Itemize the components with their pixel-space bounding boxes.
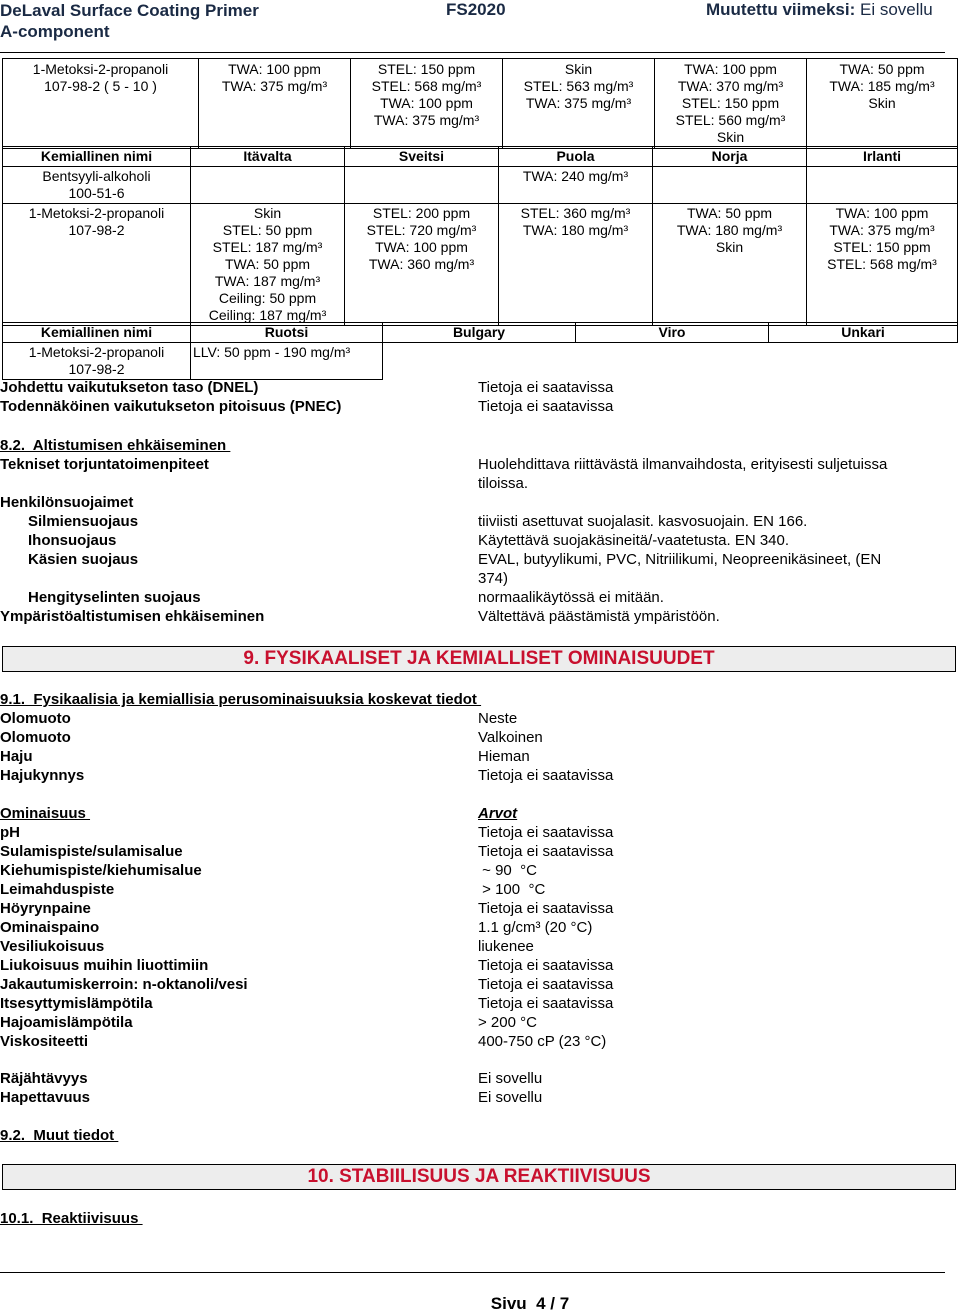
page-header [0,0,960,56]
property-label: Olomuoto [0,729,71,746]
pnec-row [0,397,960,416]
column-header: Unkari [769,323,958,343]
property-label: pH [0,824,20,841]
property-label: Hajukynnys [0,767,85,784]
property-value: Hieman [478,748,530,765]
property-value: 1.1 g/cm³ (20 °C) [478,919,593,936]
tech-label: Tekniset torjuntatoimenpiteet [0,456,209,473]
table-row [3,204,958,326]
property-label: Itsesyttymislämpötila [0,995,153,1012]
property-label: Liukoisuus muihin liuottimiin [0,957,209,974]
table-cell [191,167,345,204]
dnel-value: Tietoja ei saatavissa [478,379,614,396]
explosive-label: Räjähtävyys [0,1070,88,1087]
oxidizing-row [0,1088,960,1107]
property-value: Tietoja ei saatavissa [478,957,614,974]
column-header: Itävalta [191,147,345,167]
table-header-row [3,323,958,343]
resp-label: Hengityselinten suojaus [28,589,201,606]
table-cell: 1-Metoksi-2-propanoli 107-98-2 [3,343,191,380]
property-label: Leimahduspiste [0,881,115,898]
column-header: Ruotsi [191,323,383,343]
section-9-header [2,646,956,672]
table-cell: TWA: 50 ppm TWA: 185 mg/m³ Skin [807,59,958,149]
explosive-value: Ei sovellu [478,1070,543,1087]
property-row [0,861,960,880]
table-cell: Skin STEL: 50 ppm STEL: 187 mg/m³ TWA: 50 ppm TWA: 187 mg/m³ Ceiling: 50 ppm Ceiling: 187 mg/m³ [191,204,345,326]
hand-row-2 [0,569,960,588]
property-row [0,747,960,766]
ppe-row [0,493,960,512]
column-header: Bulgary [383,323,576,343]
tech-value: Huolehdittava riittävästä ilmanvaihdosta, erityisesti suljetuissa [478,456,888,473]
property-value: Tietoja ei saatavissa [478,976,614,993]
property-row [0,709,960,728]
table-cell: TWA: 50 ppm TWA: 180 mg/m³ Skin [653,204,807,326]
table-cell: Skin STEL: 563 mg/m³ TWA: 375 mg/m³ [503,59,655,149]
property-value: > 100 °C [478,881,546,898]
skin-value: Käytettävä suojakäsineitä/-vaatetusta. EN 340. [478,532,790,549]
table-cell: Bentsyyli-alkoholi 100-51-6 [3,167,191,204]
section-9-title: 9. FYSIKAALISET JA KEMIALLISET OMINAISUUDET [243,648,715,669]
explosive-row [0,1069,960,1088]
table-row [3,59,958,149]
property-value: > 200 °C [478,1014,537,1031]
property-row [0,994,960,1013]
property-row [0,956,960,975]
page-number: Sivu 4 / 7 [490,1294,570,1313]
hand-label: Käsien suojaus [28,551,139,568]
section-10-header [2,1164,956,1190]
table-row [3,343,958,380]
property-label: Kiehumispiste/kiehumisalue [0,862,202,879]
column-header: Puola [499,147,653,167]
property-value: 400-750 cP (23 °C) [478,1033,607,1050]
table-cell: 1-Metoksi-2-propanoli 107-98-2 [3,204,191,326]
property-value: Tietoja ei saatavissa [478,900,614,917]
tech-measures-row-2 [0,474,960,493]
section-9-1-title: 9.1. Fysikaalisia ja kemiallisia perusominaisuuksia koskevat tiedot [0,691,482,708]
table-header-row [3,147,958,167]
section-9-2-title: 9.2. Muut tiedot [0,1127,119,1144]
section-10-1-title: 10.1. Reaktiivisuus [0,1210,143,1227]
skin-label: Ihonsuojaus [28,532,117,549]
column-header: Norja [653,147,807,167]
tech-measures-row [0,455,960,474]
exposure-table-countries-2 [2,322,958,380]
table-cell [345,167,499,204]
property-row [0,1013,960,1032]
property-label: Ominaispaino [0,919,100,936]
column-header: Sveitsi [345,147,499,167]
column-header: Viro [576,323,769,343]
hand-value: EVAL, butyylikumi, PVC, Nitriilikumi, Neopreenikäsineet, (EN [478,551,882,568]
table-cell: STEL: 360 mg/m³ TWA: 180 mg/m³ [499,204,653,326]
property-row [0,880,960,899]
table-cell [807,167,958,204]
property-row [0,1032,960,1051]
table-cell: 1-Metoksi-2-propanoli 107-98-2 ( 5 - 10 ) [3,59,199,149]
ppe-label: Henkilönsuojaimet [0,494,134,511]
property-label: Höyrynpaine [0,900,91,917]
property-row [0,766,960,785]
value-column-header: Arvot [478,805,518,822]
revision-info: Muutettu viimeksi: Ei sovellu [706,0,933,19]
table-cell: TWA: 100 ppm TWA: 375 mg/m³ STEL: 150 ppm STEL: 568 mg/m³ [807,204,958,326]
table-cell: STEL: 200 ppm STEL: 720 mg/m³ TWA: 100 ppm TWA: 360 mg/m³ [345,204,499,326]
property-row [0,842,960,861]
table-cell: TWA: 240 mg/m³ [499,167,653,204]
table-cell: STEL: 150 ppm STEL: 568 mg/m³ TWA: 100 ppm TWA: 375 mg/m³ [351,59,503,149]
property-row [0,728,960,747]
property-label: Hajoamislämpötila [0,1014,133,1031]
property-value: Tietoja ei saatavissa [478,843,614,860]
table-cell [576,343,769,380]
dnel-row [0,378,960,397]
env-label: Ympäristöaltistumisen ehkäiseminen [0,608,265,625]
property-value: Tietoja ei saatavissa [478,995,614,1012]
pnec-label: Todennäköinen vaikutukseton pitoisuus (PNEC) [0,398,342,415]
resp-row [0,588,960,607]
product-name: DeLaval Surface Coating Primer A-component [0,1,259,41]
property-column-header: Ominaisuus [0,805,91,822]
property-row [0,937,960,956]
table-row [3,167,958,204]
section-8-2-title: 8.2. Altistumisen ehkäiseminen [0,437,231,454]
property-label: Vesiliukoisuus [0,938,105,955]
column-header: Irlanti [807,147,958,167]
table-cell: TWA: 100 ppm TWA: 375 mg/m³ [199,59,351,149]
eye-row [0,512,960,531]
footer-rule [0,1272,945,1273]
column-header: Kemiallinen nimi [3,323,191,343]
table-cell: LLV: 50 ppm - 190 mg/m³ [191,343,383,380]
table-cell [769,343,958,380]
property-label: Sulamispiste/sulamisalue [0,843,183,860]
property-label: Haju [0,748,33,765]
table-cell [383,343,576,380]
resp-value: normaalikäytössä ei mitään. [478,589,664,606]
table-cell [653,167,807,204]
env-row [0,607,960,626]
property-row [0,975,960,994]
property-value: Neste [478,710,518,727]
eye-label: Silmiensuojaus [28,513,139,530]
exposure-table-countries [2,146,958,326]
skin-row [0,531,960,550]
table-cell: TWA: 100 ppm TWA: 370 mg/m³ STEL: 150 ppm STEL: 560 mg/m³ Skin [655,59,807,149]
property-value: liukenee [478,938,534,955]
column-header: Kemiallinen nimi [3,147,191,167]
hand-value-2: 374) [478,570,509,587]
tech-value-2: tiloissa. [478,475,529,492]
property-label: Jakautumiskerroin: n-oktanoli/vesi [0,976,248,993]
property-value: Tietoja ei saatavissa [478,824,614,841]
property-value: Valkoinen [478,729,543,746]
properties-column-headers [0,804,960,823]
property-label: Olomuoto [0,710,71,727]
property-value: ~ 90 °C [478,862,537,879]
section-10-title: 10. STABIILISUUS JA REAKTIIVISUUS [307,1166,651,1187]
oxidizing-label: Hapettavuus [0,1089,91,1106]
dnel-label: Johdettu vaikutukseton taso (DNEL) [0,379,259,396]
property-value: Tietoja ei saatavissa [478,767,614,784]
property-row [0,823,960,842]
env-value: Vältettävä päästämistä ympäristöön. [478,608,720,625]
header-rule [0,52,945,53]
eye-value: tiiviisti asettuvat suojalasit. kasvosuojain. EN 166. [478,513,808,530]
property-row [0,899,960,918]
oxidizing-value: Ei sovellu [478,1089,543,1106]
hand-row [0,550,960,569]
property-row [0,918,960,937]
exposure-table-continued [2,58,958,149]
property-label: Viskositeetti [0,1033,89,1050]
pnec-value: Tietoja ei saatavissa [478,398,614,415]
product-code: FS2020 [446,0,506,19]
